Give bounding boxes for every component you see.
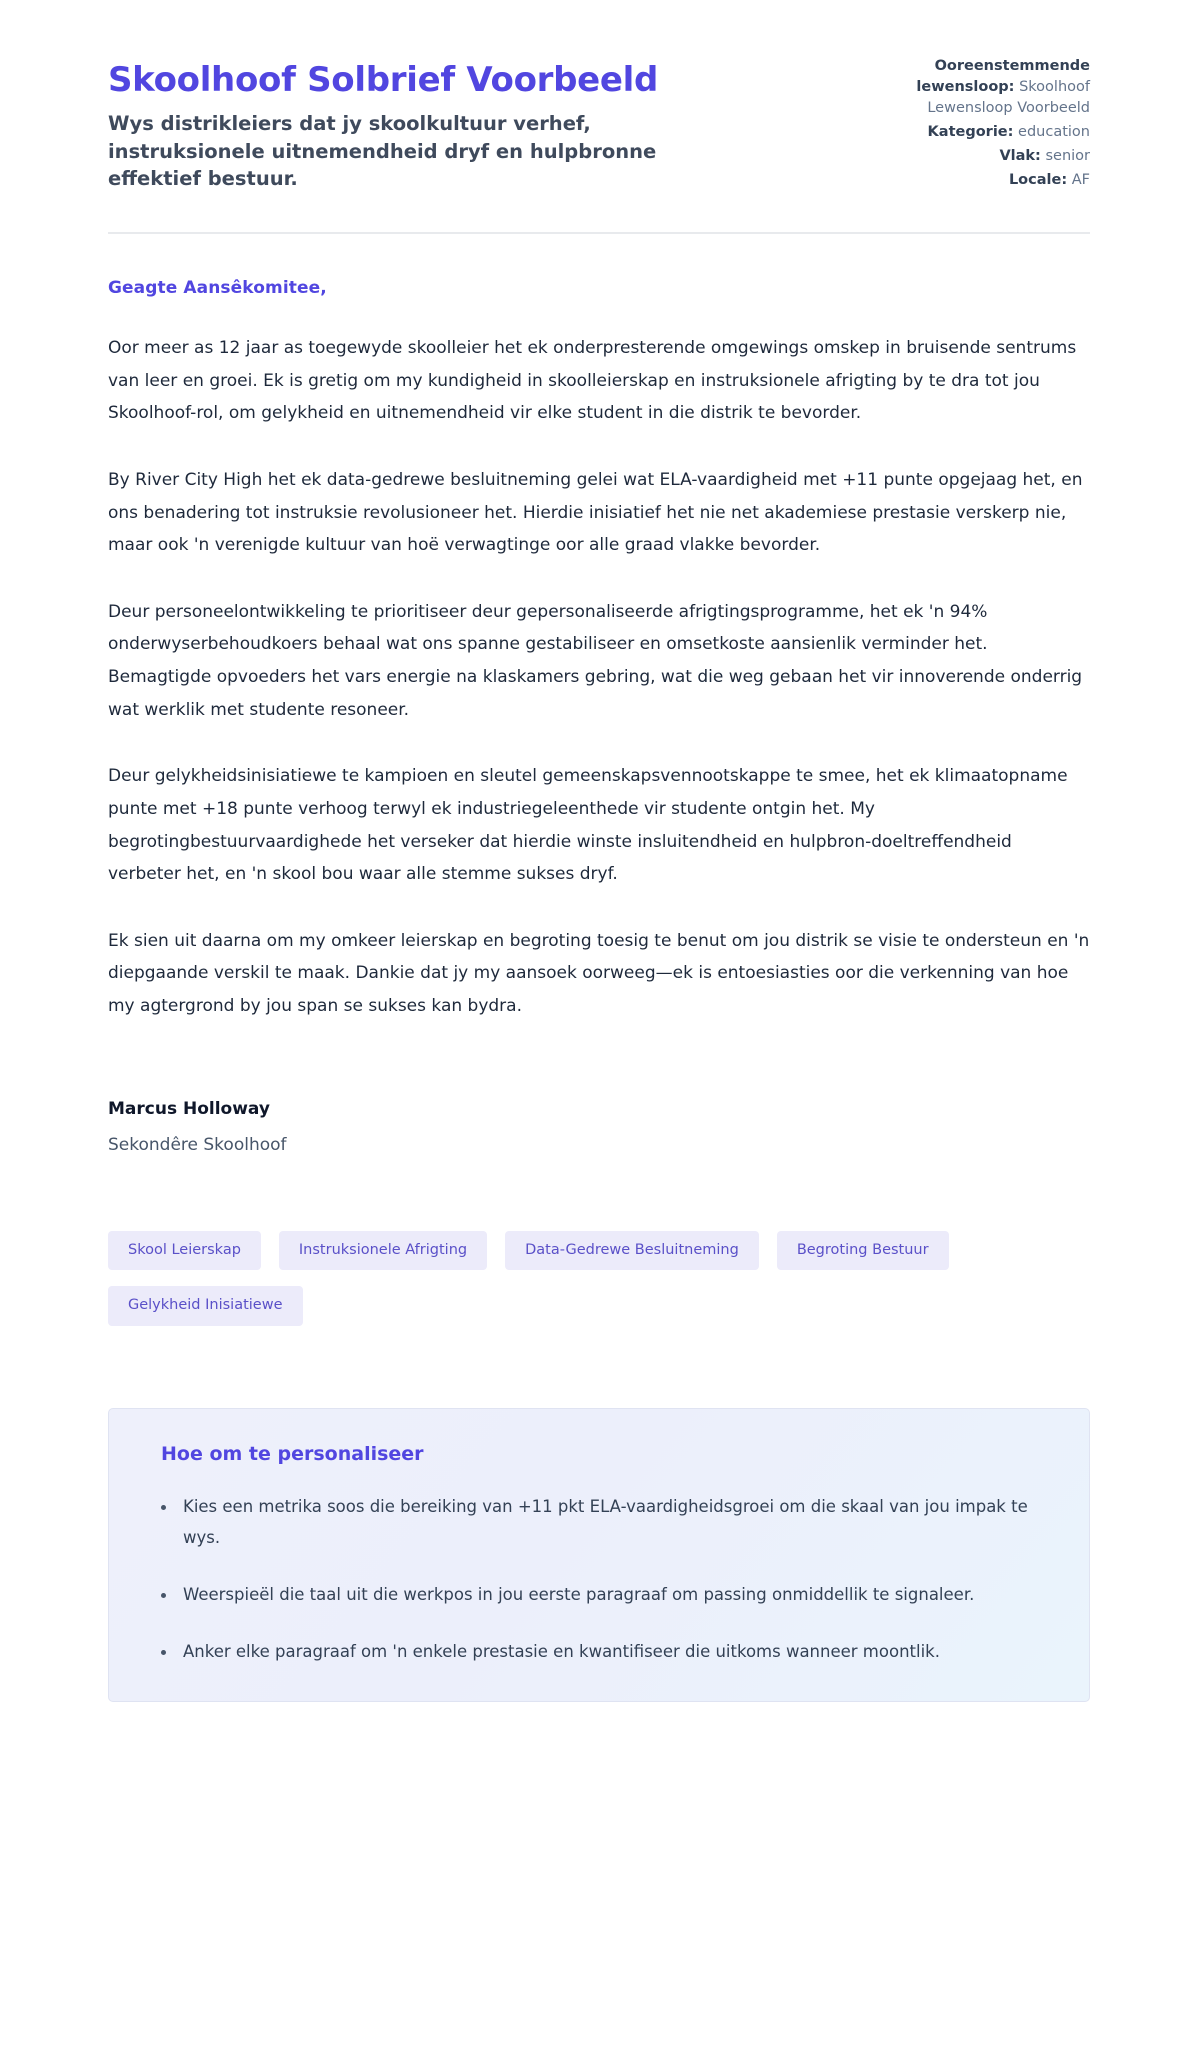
document-metadata — [840, 48, 1090, 194]
header-title-block — [108, 48, 798, 193]
tag-list — [108, 1231, 1018, 1326]
tip-item: Kies een metrika soos die bereiking van +11 pkt ELA-vaardigheidsgroei om die skaal van jou impak te wys. — [183, 1491, 1049, 1553]
tag-chip[interactable]: Begroting Bestuur — [777, 1231, 949, 1270]
tag-chip[interactable]: Skool Leierskap — [108, 1231, 261, 1270]
tip-item: Anker elke paragraaf om 'n enkele prestasie en kwantifiseer die uitkoms wanneer moontlik. — [183, 1636, 1049, 1667]
tip-item: Weerspieël die taal uit die werkpos in jou eerste paragraaf om passing onmiddellik te signaleer. — [183, 1579, 1049, 1610]
metadata-label: Vlak: — [999, 148, 1041, 165]
letter-paragraph: Ek sien uit daarna om my omkeer leierskap en begroting toesig te benut om jou distrik se visie te ondersteun en 'n diepgaande verskil te maak. Dankie dat jy my aansoek oorweeg—ek is entoesiasties oor die verkenning van hoe my agtergrond by jou span se sukses kan bydra. — [108, 930, 1090, 1017]
metadata-row-level — [840, 146, 1090, 167]
letter-paragraph: Deur gelykheidsinisiatiewe te kampioen en sleutel gemeenskapsvennootskappe te smee, het ek klimaatopname punte met +18 punte verhoog terwyl ek industriegeleenthede vir studente ontgin het. My begrotingbestuurvaardighede het verseker dat hierdie winste insluitendheid en hulpbron-doeltreffendheid verbeter het, en 'n skool bou waar alle stemme sukses dryf. — [108, 766, 1068, 885]
metadata-value: Skoolhoof Lewensloop Voorbeeld — [927, 79, 1090, 117]
tag-chip[interactable]: Instruksionele Afrigting — [279, 1231, 487, 1270]
metadata-row-matching-resume — [840, 56, 1090, 119]
tips-list — [139, 1491, 1049, 1667]
tag-chip[interactable]: Data-Gedrewe Besluitneming — [505, 1231, 759, 1270]
metadata-row-category — [840, 122, 1090, 143]
callout-title: Hoe om te personaliseer — [161, 1442, 424, 1465]
letter-paragraph: By River City High het ek data-gedrewe besluitneming gelei wat ELA-vaardigheid met +11 punte opgejaag het, en ons benadering tot instruksie revolusioneer het. Hierdie inisiatief het nie net akademiese prestasie verskerp nie, maar ook 'n verenigde kultuur van hoë verwagtinge oor alle graad vlakke bevorder. — [108, 469, 1083, 556]
metadata-value: AF — [1071, 172, 1090, 189]
metadata-label: Ooreenstemmende lewensloop: — [916, 58, 1090, 96]
letter-paragraph: Deur personeelontwikkeling te prioritiseer deur gepersonaliseerde afrigtingsprogramme, het ek 'n 94% onderwyserbehoudkoers behaal wat ons spanne gestabiliseer en omsetkoste aansienlik verminder het. Bemagtigde opvoeders het vars energie na klaskamers gebring, wat die weg gebaan het vir innoverende onderrig wat werklik met studente resoneer. — [108, 601, 1083, 720]
page-title: Skoolhoof Solbrief Voorbeeld — [108, 60, 659, 100]
tag-chip[interactable]: Gelykheid Inisiatiewe — [108, 1286, 303, 1325]
letter-salutation: Geagte Aansêkomitee, — [108, 278, 327, 299]
metadata-value: education — [1018, 124, 1090, 141]
document-header — [108, 48, 1090, 194]
metadata-value: senior — [1045, 148, 1090, 165]
page-subtitle: Wys distrikleiers dat jy skoolkultuur verhef, instruksionele uitnemendheid dryf en hulpbronne effektief bestuur. — [108, 112, 657, 191]
signature-name: Marcus Holloway — [108, 1098, 270, 1119]
letter-paragraph: Oor meer as 12 jaar as toegewyde skoolleier het ek onderpresterende omgewings omskep in bruisende sentrums van leer en groei. Ek is gretig om my kundigheid in skoolleierskap en instruksionele afrigting by te dra tot jou Skoolhoof-rol, om gelykheid en uitnemendheid vir elke student in die distrik te bevorder. — [108, 338, 1077, 424]
signature-block — [108, 1099, 1090, 1155]
metadata-row-locale — [840, 170, 1090, 191]
personalization-tips-callout — [108, 1408, 1090, 1702]
metadata-label: Locale: — [1008, 172, 1068, 189]
signature-job-title: Sekondêre Skoolhoof — [108, 1134, 287, 1155]
metadata-label: Kategorie: — [927, 124, 1014, 141]
cover-letter-body — [108, 234, 1090, 1155]
